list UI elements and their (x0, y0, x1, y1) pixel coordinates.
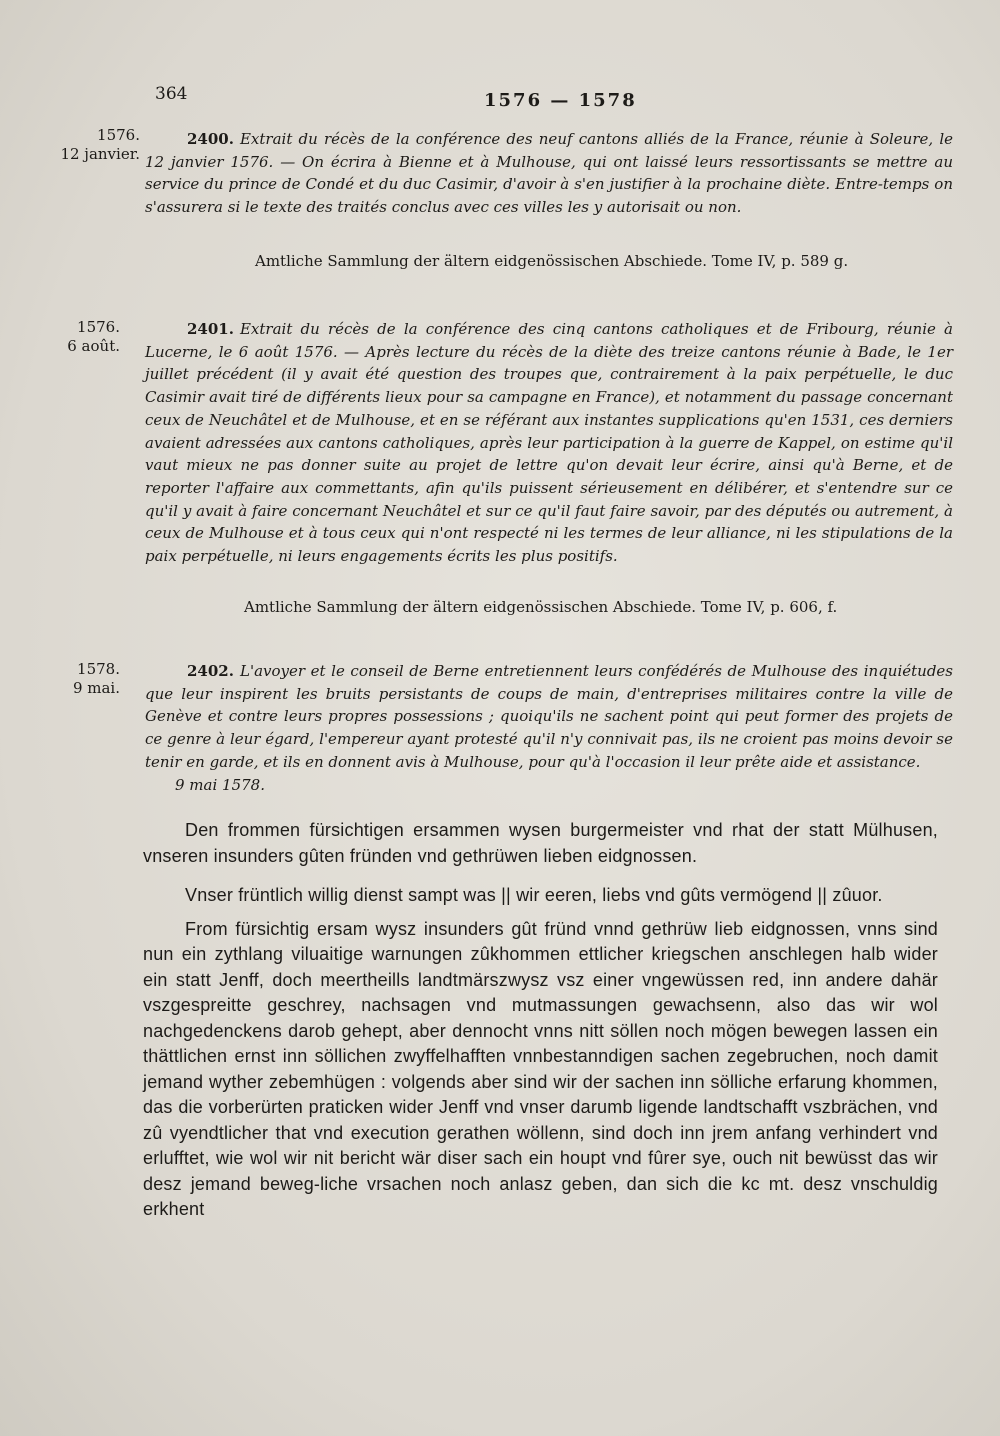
entry-2400 (145, 128, 953, 219)
entry-text: Extrait du récès de la conférence des neuf cantons alliés de la France, réunie à Soleure, le 12 janvier 1576. — On écrira à Bienne et à Mulhouse, qui ont laissé leurs ressortissants se mettre au service du prince de Condé et du duc Casimir, d'avoir à s'en justifier à la prochaine diète. Entre-temps on s'assurera si le texte des traités conclus avec ces villes les y autorisait ou non. (145, 130, 953, 217)
letter-body: From fürsichtig ersam wysz insunders gût fründ vnnd gethrüw lieb eidgnossen, vnns sind nun ein zythlang viluaitige warnungen zûkhommen ettlicher kriegschen anschlegen halb wider ein statt Jenff, doch meertheills landtmärszwysz vsz einer vngewüssen red, inn andere dahär vszgespreitte geschrey, nachsagen vnd mutmassungen gewachsenn, also das wir wol nachgedenckens darob gehept, aber dennocht vnns nitt söllen noch mögen bewegen lassen ein thättlichen ernst inn söllichen zwyffelhafften vnnbestanndigen sachen zegebruchen, noch damit jemand wyther zebemhügen : volgends aber sind wir der sachen inn sölliche erfarung khommen, das die vorberürten praticken wider Jenff vnd vnser darumb ligende landtschafft vszbrächen, vnd zû vyendtlicher that vnd execution gerathen wöllenn, sind doch inn jrem anfang verhindert vnd erlufftet, wie wol wir nit bericht wär diser sach ein houpt vnd fûrer sye, ouch nit bewüsst das wir desz jemand beweg-liche vrsachen noch anlasz geben, dan sich die kc mt. desz vnschuldig erkhent (143, 918, 938, 1219)
margin-year: 1578. (77, 660, 120, 678)
margin-year: 1576. (97, 126, 140, 144)
letter-address: Den frommen fürsichtigen ersammen wysen burgermeister vnd rhat der statt Mülhusen, vnseren insunders gûten fründen vnd gethrüwen lieben eidgnossen. (143, 820, 938, 866)
margin-day: 6 août. (67, 337, 120, 355)
entry-dateline: 9 mai 1578. (175, 775, 265, 794)
margin-day: 9 mai. (72, 679, 120, 697)
entry-2401 (145, 318, 953, 568)
running-title: 1576 — 1578 (484, 90, 637, 111)
source-citation-2400: Amtliche Sammlung der ältern eidgenössischen Abschiede. Tome IV, p. 589 g. (255, 252, 849, 270)
source-citation-2401: Amtliche Sammlung der ältern eidgenössischen Abschiede. Tome IV, p. 606, f. (244, 598, 838, 616)
entry-text: L'avoyer et le conseil de Berne entretiennent leurs confédérés de Mulhouse des inquiétudes que leur inspirent les bruits persistants de coups de main, d'entreprises militaires contre la ville de Genève et contre leurs propres possessions ; quoiqu'ils ne sachent point qui peut former des projets de ce genre à leur égard, l'empereur ayant protesté qu'il n'y connivait pas, ils ne croient pas moins devoir se tenir en garde, et ils en donnent avis à Mulhouse, pour qu'à l'occasion il leur prête aide et assistance. (145, 662, 953, 771)
entry-number: 2401. (187, 320, 234, 338)
letter-greeting: Vnser früntlich willig dienst sampt was || wir eeren, liebs vnd gûts vermögend || zûuor. (185, 885, 883, 905)
entry-number: 2400. (187, 130, 234, 148)
margin-date-2401 (20, 318, 120, 356)
margin-date-2400 (40, 126, 140, 164)
margin-date-2402 (20, 660, 120, 698)
margin-year: 1576. (77, 318, 120, 336)
page-number: 364 (155, 84, 188, 104)
entry-text: Extrait du récès de la conférence des cinq cantons catholiques et de Fribourg, réunie à Lucerne, le 6 août 1576. — Après lecture du récès de la diète des treize cantons réunie à Bade, le 1er juillet précédent (il y avait été question des troupes que, contrairement à la paix perpétuelle, le duc Casimir avait tiré de différents lieux pour sa campagne en France), et notamment du passage concernant ceux de Neuchâtel et de Mulhouse, et en se référant aux instantes supplications qu'en 1531, ces derniers avaient adressées aux cantons catholiques, après leur participation à la guerre de Kappel, on estime qu'il vaut mieux ne pas donner suite au projet de lettre qu'on devait leur écrire, ainsi qu'à Berne, et de reporter l'affaire aux commettants, afin qu'ils puissent sérieusement en délibérer, et s'entendre sur ce qu'il y avait à faire concernant Neuchâtel et sur ce qu'il faut faire savoir, par des députés ou autrement, à ceux de Mulhouse et à tous ceux qui n'ont respecté ni les termes de leur alliance, ni les stipulations de la paix perpétuelle, ni leurs engagements écrits les plus positifs. (145, 320, 953, 566)
letter-text (143, 818, 938, 1223)
entry-2402 (145, 660, 953, 796)
margin-day: 12 janvier. (60, 145, 140, 163)
entry-number: 2402. (187, 662, 234, 680)
